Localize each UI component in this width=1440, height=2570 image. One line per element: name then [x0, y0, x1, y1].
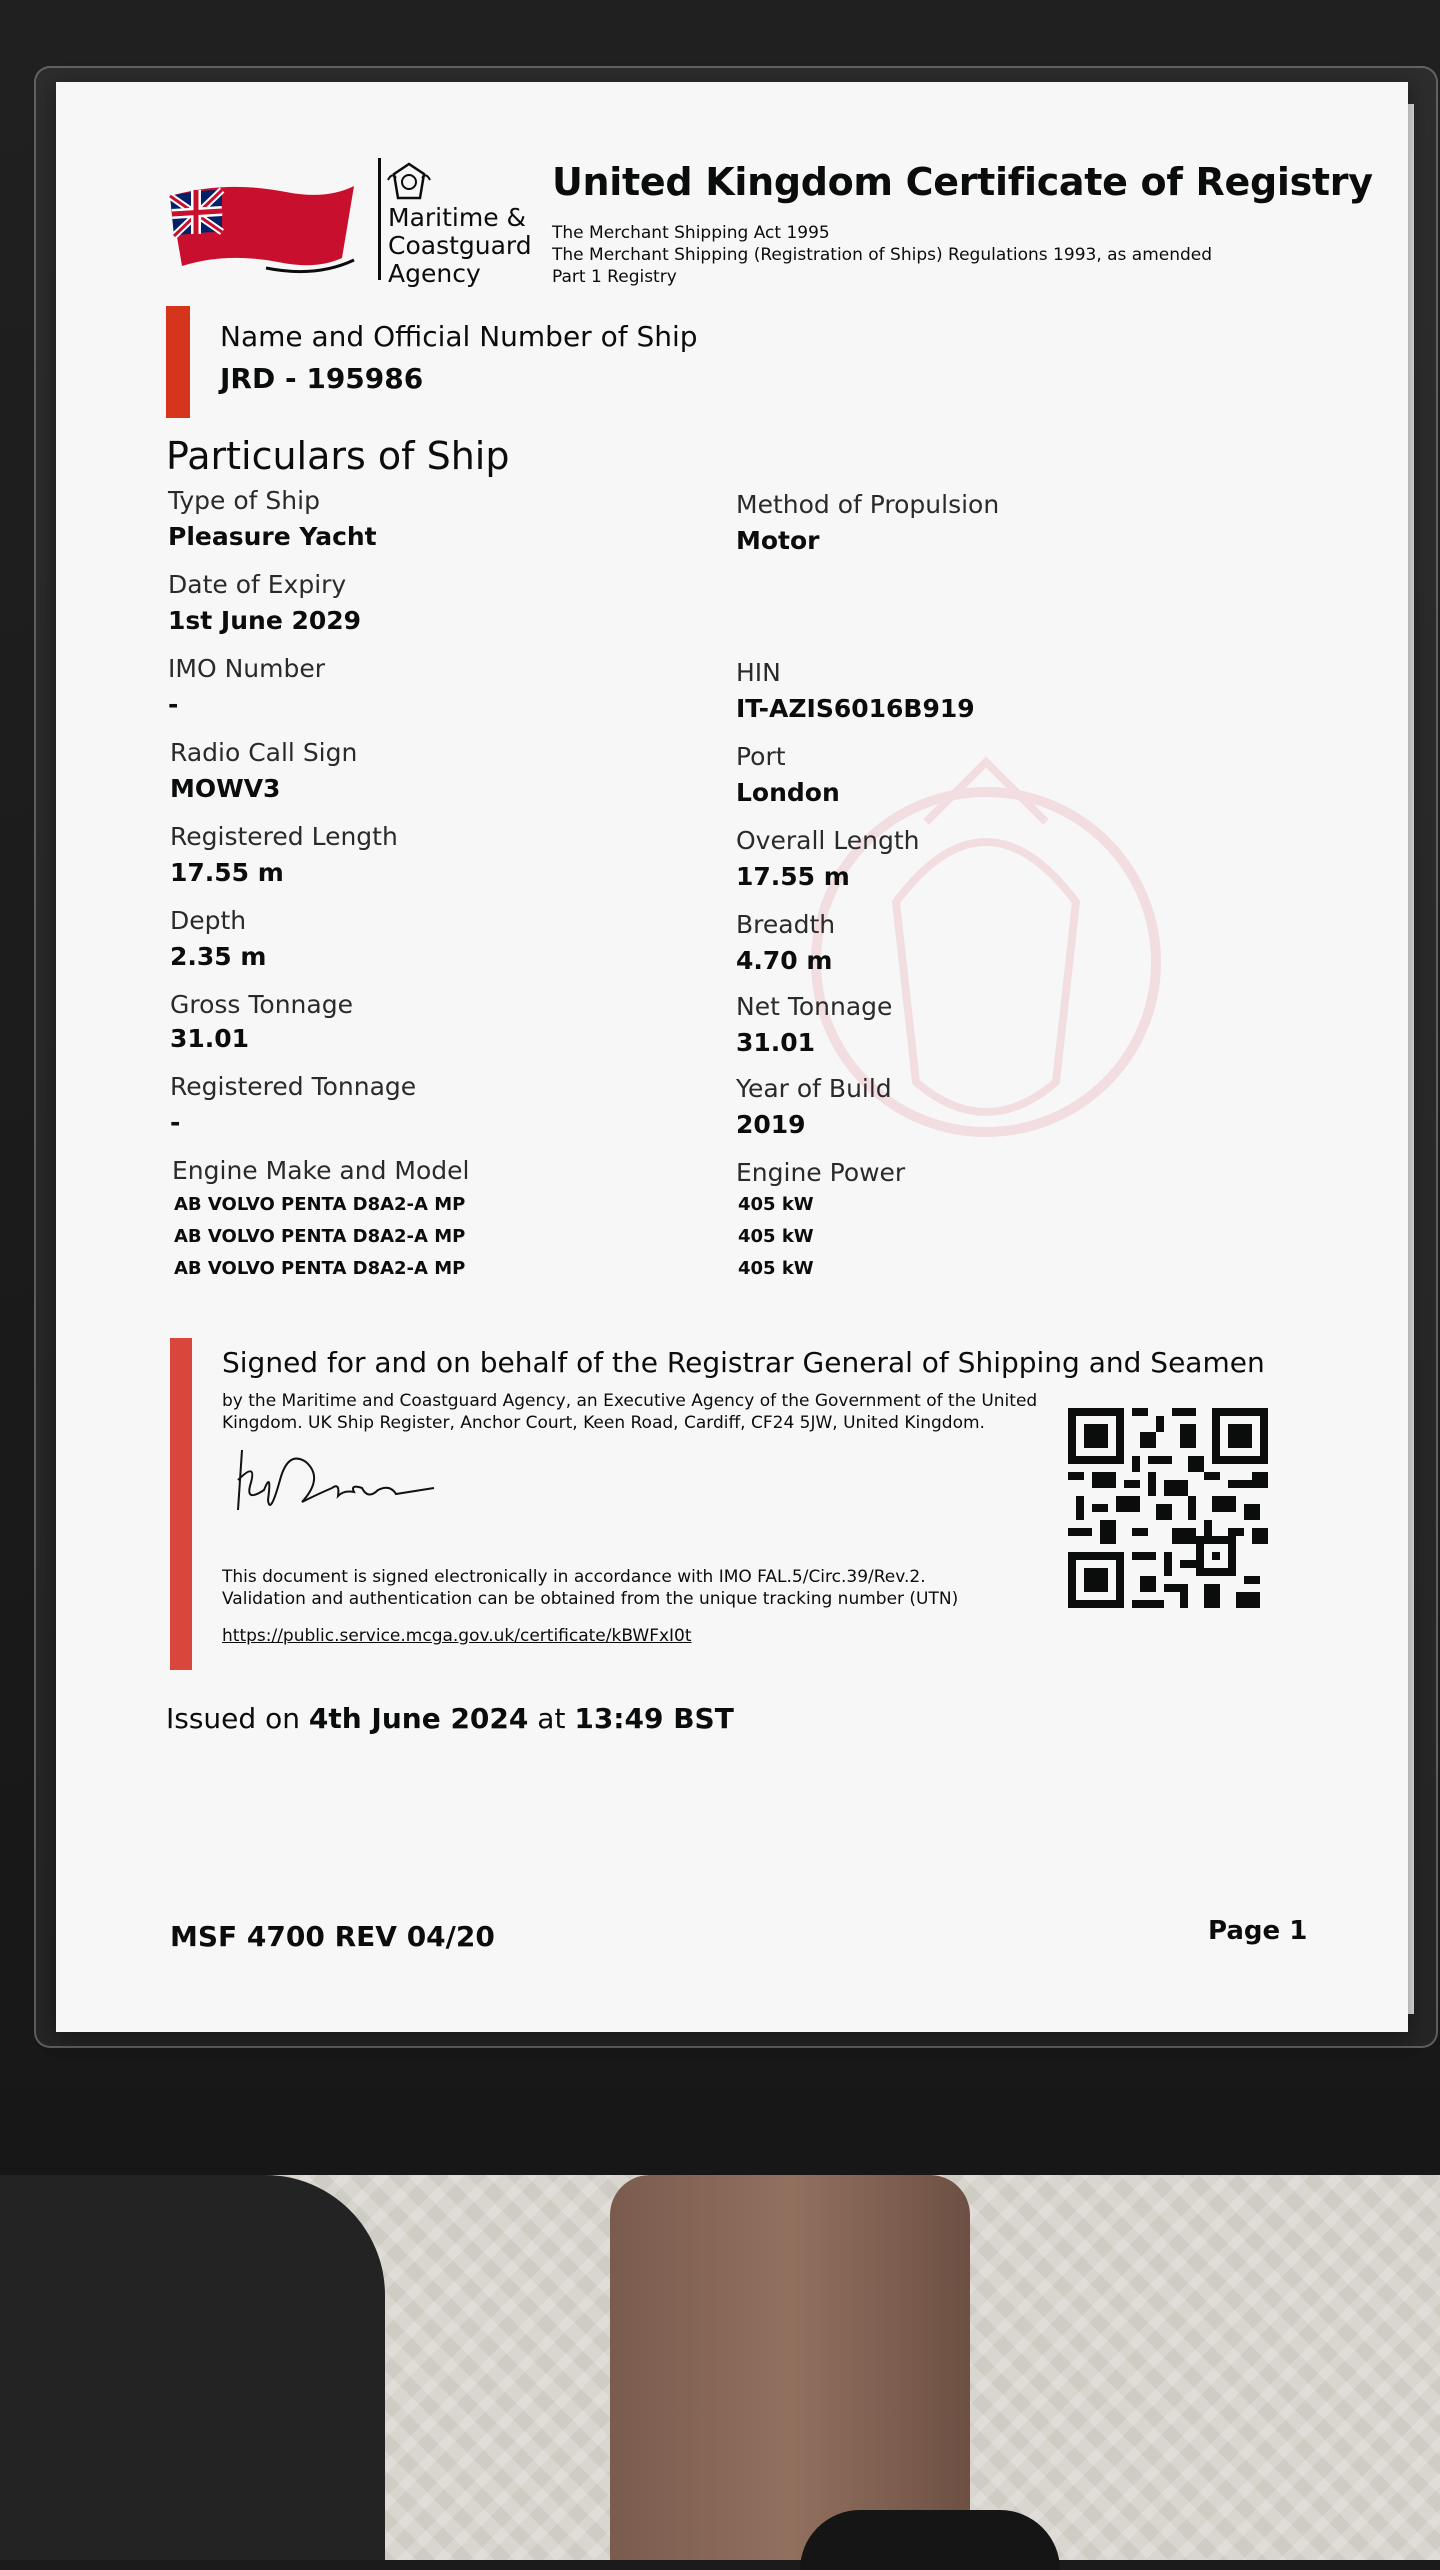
legislation-list: [552, 222, 1212, 288]
form-code: MSF 4700 REV 04/20: [170, 1920, 495, 1953]
issued-at: at: [537, 1702, 566, 1735]
right-leg: [610, 2175, 970, 2560]
authority-line: Kingdom. UK Ship Register, Anchor Court, Keen Road, Cardiff, CF24 5JW, United Kingdom.: [222, 1413, 985, 1433]
depth-label: Depth: [170, 906, 247, 935]
port-label: Port: [736, 742, 786, 771]
net-tonnage-label: Net Tonnage: [736, 992, 893, 1021]
left-leg-shorts: [0, 2175, 385, 2560]
breadth-value: 4.70 m: [736, 946, 833, 975]
name-accent-bar: [166, 306, 190, 418]
engine-model: AB VOLVO PENTA D8A2-A MP: [174, 1258, 466, 1279]
year-of-build-value: 2019: [736, 1110, 806, 1139]
port-value: London: [736, 778, 840, 807]
engine-power-value: 405 kW: [738, 1258, 814, 1279]
issue-date-line: [166, 1702, 734, 1735]
registered-tonnage-value: -: [170, 1108, 181, 1137]
red-ensign-flag-icon: [166, 174, 358, 274]
engine-model: AB VOLVO PENTA D8A2-A MP: [174, 1194, 466, 1215]
agency-line: Maritime &: [388, 203, 527, 232]
electronic-signature-note: [222, 1566, 958, 1610]
depth-value: 2.35 m: [170, 942, 267, 971]
authority-line: by the Maritime and Coastguard Agency, an Executive Agency of the Government of the United: [222, 1391, 1038, 1411]
type-value: Pleasure Yacht: [168, 522, 377, 551]
registered-length-value: 17.55 m: [170, 858, 284, 887]
engine-make-label: Engine Make and Model: [172, 1156, 470, 1185]
hin-label: HIN: [736, 658, 781, 687]
callsign-value: MOWV3: [170, 774, 281, 803]
ship-name-value: JRD - 195986: [220, 362, 424, 395]
engine-power-label: Engine Power: [736, 1158, 906, 1187]
overall-length-value: 17.55 m: [736, 862, 850, 891]
registered-length-label: Registered Length: [170, 822, 398, 851]
gross-tonnage-label: Gross Tonnage: [170, 990, 353, 1019]
esign-line: This document is signed electronically in accordance with IMO FAL.5/Circ.39/Rev.2.: [222, 1567, 926, 1587]
hin-value: IT-AZIS6016B919: [736, 694, 975, 723]
certificate-page: [56, 82, 1408, 2032]
handwritten-signature: [228, 1440, 438, 1518]
issued-date: 4th June 2024: [308, 1702, 529, 1735]
engine-model: AB VOLVO PENTA D8A2-A MP: [174, 1226, 466, 1247]
expiry-label: Date of Expiry: [168, 570, 347, 599]
particulars-heading: Particulars of Ship: [166, 434, 510, 478]
year-of-build-label: Year of Build: [736, 1074, 892, 1103]
act-line: Part 1 Registry: [552, 267, 677, 287]
breadth-label: Breadth: [736, 910, 836, 939]
callsign-label: Radio Call Sign: [170, 738, 358, 767]
shoe: [800, 2510, 1060, 2570]
signature-authority: [222, 1390, 1037, 1434]
propulsion-value: Motor: [736, 526, 820, 555]
engine-power-value: 405 kW: [738, 1194, 814, 1215]
certificate-verification-link[interactable]: https://public.service.mcga.gov.uk/certificate/kBWFxI0t: [222, 1626, 692, 1646]
esign-line: Validation and authentication can be obtained from the unique tracking number (UTN): [222, 1589, 959, 1609]
ship-name-label: Name and Official Number of Ship: [220, 320, 698, 353]
signature-title: Signed for and on behalf of the Registrar General of Shipping and Seamen: [222, 1346, 1265, 1379]
act-line: The Merchant Shipping (Registration of Ships) Regulations 1993, as amended: [552, 245, 1213, 265]
expiry-value: 1st June 2029: [168, 606, 362, 635]
certificate-title: United Kingdom Certificate of Registry: [552, 160, 1373, 204]
royal-coat-of-arms-icon: [386, 160, 432, 202]
act-line: The Merchant Shipping Act 1995: [552, 223, 830, 243]
agency-line: Coastguard: [388, 231, 532, 260]
page-number: Page 1: [1208, 1916, 1308, 1946]
imo-label: IMO Number: [168, 654, 325, 683]
agency-divider: [378, 158, 381, 280]
overall-length-label: Overall Length: [736, 826, 920, 855]
agency-line: Agency: [388, 259, 481, 288]
issued-time: 13:49 BST: [574, 1702, 734, 1735]
agency-name: [388, 204, 532, 288]
registered-tonnage-label: Registered Tonnage: [170, 1072, 417, 1101]
imo-value: -: [168, 690, 179, 719]
type-label: Type of Ship: [168, 486, 320, 515]
net-tonnage-value: 31.01: [736, 1028, 816, 1057]
issued-prefix: Issued on: [166, 1702, 300, 1735]
engine-power-value: 405 kW: [738, 1226, 814, 1247]
signature-accent-bar: [170, 1338, 192, 1670]
propulsion-label: Method of Propulsion: [736, 490, 1000, 519]
gross-tonnage-value: 31.01: [170, 1024, 250, 1053]
qr-code-icon: [1068, 1408, 1268, 1608]
